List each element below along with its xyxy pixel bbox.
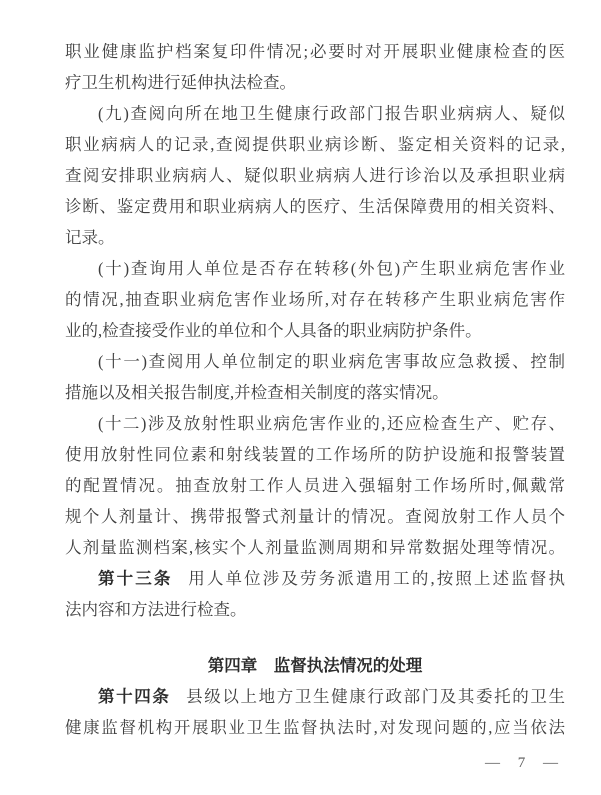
text-line-item-12: (十二)涉及放射性职业病危害作业的,还应检查生产、贮存、 xyxy=(98,414,565,433)
text-line: 措施以及相关报告制度,并检查相关制度的落实情况。 xyxy=(65,383,449,402)
text-line: 的情况,抽查职业病危害作业场所,对存在转移产生职业病危害作 xyxy=(65,290,565,309)
text-line-item-11: (十一)查阅用人单位制定的职业病危害事故应急救援、控制 xyxy=(98,352,565,371)
text-line: 职业健康监护档案复印件情况;必要时对开展职业健康检查的医 xyxy=(65,42,565,61)
article-14-text: 县级以上地方卫生健康行政部门及其委托的卫生 xyxy=(186,687,565,706)
chapter-number: 第四章 xyxy=(207,656,258,675)
text-line: 法内容和方法进行检查。 xyxy=(65,600,247,619)
chapter-title: 监督执法情况的处理 xyxy=(273,656,423,675)
article-13-label: 第十三条 xyxy=(98,569,173,588)
article-14-label: 第十四条 xyxy=(98,687,171,706)
document-body xyxy=(65,36,565,743)
text-line: 健康监督机构开展职业卫生监督执法时,对发现问题的,应当依法 xyxy=(65,718,565,737)
text-line: 记录。 xyxy=(65,228,115,247)
text-line: 职业病病人的记录,查阅提供职业病诊断、鉴定相关资料的记录, xyxy=(65,135,565,154)
text-line: 使用放射性同位素和射线装置的工作场所的防护设施和报警装置 xyxy=(65,445,565,464)
text-line: 规个人剂量计、携带报警式剂量计的情况。查阅放射工作人员个 xyxy=(65,507,565,526)
text-line: 疗卫生机构进行延伸执法检查。 xyxy=(65,73,296,92)
text-line-item-10: (十)查询用人单位是否存在转移(外包)产生职业病危害作业 xyxy=(98,259,565,278)
text-line: 诊断、鉴定费用和职业病病人的医疗、生活保障费用的相关资料、 xyxy=(65,197,565,216)
text-line: 人剂量监测档案,核实个人剂量监测周期和异常数据处理等情况。 xyxy=(65,538,565,557)
text-line: 的配置情况。抽查放射工作人员进入强辐射工作场所时,佩戴常 xyxy=(65,476,565,495)
page-number: — 7 — xyxy=(485,755,559,771)
article-14-line xyxy=(65,681,565,712)
article-13-line xyxy=(65,563,565,594)
text-line-item-9: (九)查阅向所在地卫生健康行政部门报告职业病病人、疑似 xyxy=(98,104,565,123)
article-13-text: 用人单位涉及劳务派遣用工的,按照上述监督执 xyxy=(188,569,565,588)
chapter-heading xyxy=(65,650,565,681)
text-line: 业的,检查接受作业的单位和个人具备的职业病防护条件。 xyxy=(65,321,482,340)
text-line: 查阅安排职业病病人、疑似职业病病人进行诊治以及承担职业病 xyxy=(65,166,565,185)
